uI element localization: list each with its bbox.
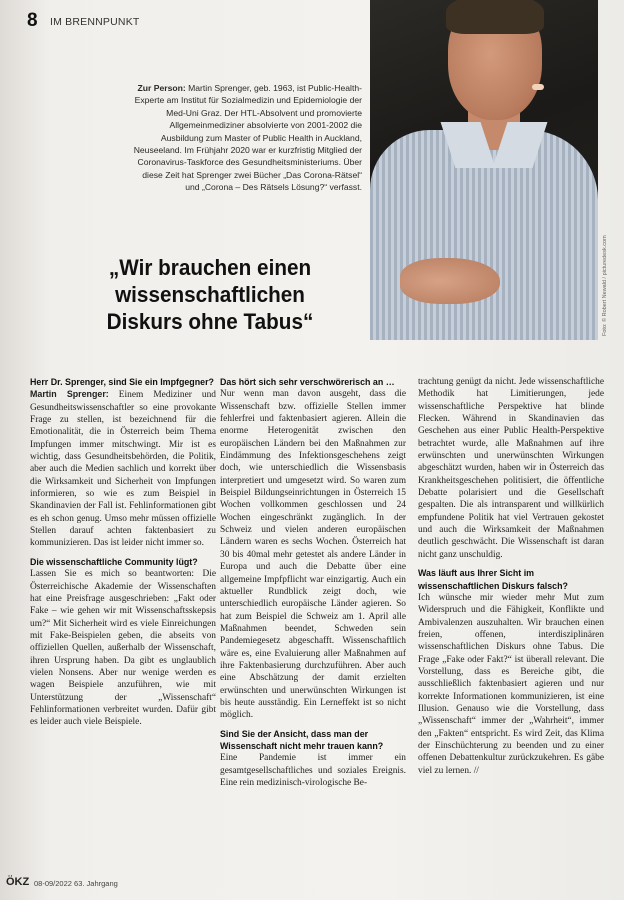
headline-line: Diskurs ohne Tabus“ <box>106 309 314 334</box>
issue-info: 08-09/2022 63. Jahrgang <box>34 879 118 888</box>
interview-answer: Ich wünsche mir wieder mehr Mut zum Widerspruch und die Fähigkeit, Konflikte und Ambivalenzen auszuhalten. Wir brauchen einen freien, offenen, interdisziplinären wissenschaftlichen Diskurs ohne Tabus. Die Frage „Fake oder Fakt?“ ist überall relevant. Die Vorstellung, dass es Bereiche gibt, die ausschließlich faktenbasiert agieren und nur korrekte Informationen kommunizieren, ist eine Illusion. Genauso wie die Vorstellung, dass „Wissenschaft“ immer der „Wahrheit“, immer den „Fakten“ entspricht. Es wird Zeit, das Klima der Einschüchterung zu beenden und zu einer offenen Debattenkultur zurückzukehren. Es gäbe viel zu lernen. // <box>418 592 604 776</box>
bio-text: Martin Sprenger, geb. 1963, ist Public-Health-Experte am Institut für Sozialmedizin und Epidemiologie der Med-Uni Graz. Der HTL-Absolvent und promovierte Allgemeinmediziner absolvierte von 2001-2002 die Ausbildung zum Master of Public Health in Auckland, Neuseeland. Im Frühjahr 2020 war er kurzfristig Mitglied der Coronavirus-Taskforce des Gesundheitsministeriums. Über diese Zeit hat Sprenger zwei Bücher „Das Corona-Rätsel“ und „Corona – Des Rätsels Lösung?“ verfasst. <box>133 83 362 193</box>
interview-answer: Einem Mediziner und Gesundheitswissenschaftler so eine provokante Frage zu stellen, ist bezeichnend für die Emotionalität, die in Österreich beim Thema Impfungen immer mitschwingt. Mir ist es wichtig, dass Gesundheitsbehörden, die Politik, aber auch die Medien sachlich und korrekt über die Wirksamkeit und Sicherheit von Impfungen informieren, so wie es zum Beispiel in Skandinavien der Fall ist. Fehlinformationen gibt es eh schon genug. Umso mehr müssen offizielle Stellen darauf achten faktenbasiert zu kommunizieren. Das ist leider nicht immer so. <box>30 390 216 549</box>
interview-answer: Eine Pandemie ist immer ein gesamtgesellschaftliches und soziales Ereignis. Eine rein medizinisch-virologische Be- <box>220 753 406 788</box>
magazine-logo: ÖKZ <box>6 876 30 888</box>
headline-line: wissenschaftlichen <box>115 282 305 307</box>
article-column-2 <box>220 376 406 789</box>
headline <box>54 254 367 335</box>
interview-question: Was läuft aus Ihrer Sicht im wissenschaftlichen Diskurs falsch? <box>418 568 568 591</box>
portrait-photo <box>370 0 598 340</box>
page-number: 8 <box>27 10 38 31</box>
photo-credit: Foto: © Robert Newald / picturedesk.com <box>602 235 608 336</box>
interview-question: Die wissenschaftliche Community lügt? <box>30 556 198 567</box>
interview-question: Herr Dr. Sprenger, sind Sie ein Impfgegner? <box>30 377 214 387</box>
interview-answer: Lassen Sie es mich so beantworten: Die Österreichische Akademie der Wissenschaften hat eine Preisfrage ausgeschrieben: „Fakt oder Fake – wie gehen wir mit Wissenschaftsskepsis um?“ Mit Sicherheit wird es viele Einreichungen mit Fake-Beispielen geben, die abseits von offiziellen Quellen, außerhalb der Wissenschaft, ihren Ursprung haben. Da gibt es unglaublich vielen Nonsens. Aber nur wenige werden es wagen Beispiele anzuführen, wie mit Unterstützung der „Wissenschaft“ Fehlinformationen verbreitet wurden. Dafür gibt es leider auch viele Beispiele. <box>30 569 216 728</box>
interview-question: Sind Sie der Ansicht, dass man der Wissenschaft nicht mehr trauen kann? <box>220 728 384 751</box>
speaker-name: Martin Sprenger: <box>30 389 109 400</box>
headline-line: „Wir brauchen einen <box>108 255 312 280</box>
article-column-1 <box>30 376 216 729</box>
bio-label: Zur Person: <box>137 83 186 93</box>
interview-answer: Nur wenn man davon ausgeht, dass die Wissenschaft bzw. offizielle Stellen immer fehlerfrei und faktenbasiert agieren. Allein die enorme Heterogenität zwischen den europäischen Ländern bei den Maßnahmen zur Eindämmung des Infektionsgeschehens zeigt doch, wie unterschiedlich die Wissensbasis interpretiert und umgesetzt wird. So waren zum Beispiel Bildungseinrichtungen in Österreich 15 Wochen vollkommen geschlossen und 24 Wochen eingeschränkt zugänglich. In der Schweiz und vielen anderen europäischen Ländern waren es sechs Wochen. Österreich hat 30 bis 40mal mehr getestet als andere Länder in Europa und auch die Debatte über eine allgemeine Impfpflicht war einzigartig. Auch ein aktueller Rundblick zeigt doch, wie unterschiedlich europäische Länder agieren. So hat zum Beispiel die Schweiz am 1. April alle Maßnahmen beendet, Schweden sein Pandemiegesetz abgeschafft. Wissenschaftlich wäre es, eine Evaluierung aller Maßnahmen auf ihre Faktenbasierung durchzuführen. Aber auch eine Abschätzung der damit erzielten erwünschten und unerwünschten Wirkungen ist bis heute ausständig. Ein Lerneffekt ist so nicht möglich. <box>220 389 406 721</box>
article-column-3 <box>418 376 604 777</box>
section-label: IM BRENNPUNKT <box>50 16 140 28</box>
bio-box <box>126 82 362 194</box>
interview-answer: trachtung genügt da nicht. Jede wissenschaftliche Methodik hat Limitierungen, jede wissenschaftliche Perspektive hat blinde Flecken. Während in Skandinavien das Geschehen aus einer Public Health-Perspektive betrachtet wurde, alle Maßnahmen auf ihre erwünschten und unerwünschten Wirkungen abgeschätzt wurden, haben wir in Österreich das Krankheitsgeschehen politisiert, die öffentliche Debatte polarisiert und die Gesellschaft gespalten. Die als intransparent und willkürlich empfundene Politik hat viel Vertrauen gekostet und auch die Wirksamkeit der Maßnahmen deutlich geschwächt. Die Wissenschaft ist daran nicht ganz unschuldig. <box>418 377 604 560</box>
interview-question: Das hört sich sehr verschwörerisch an … <box>220 377 395 387</box>
